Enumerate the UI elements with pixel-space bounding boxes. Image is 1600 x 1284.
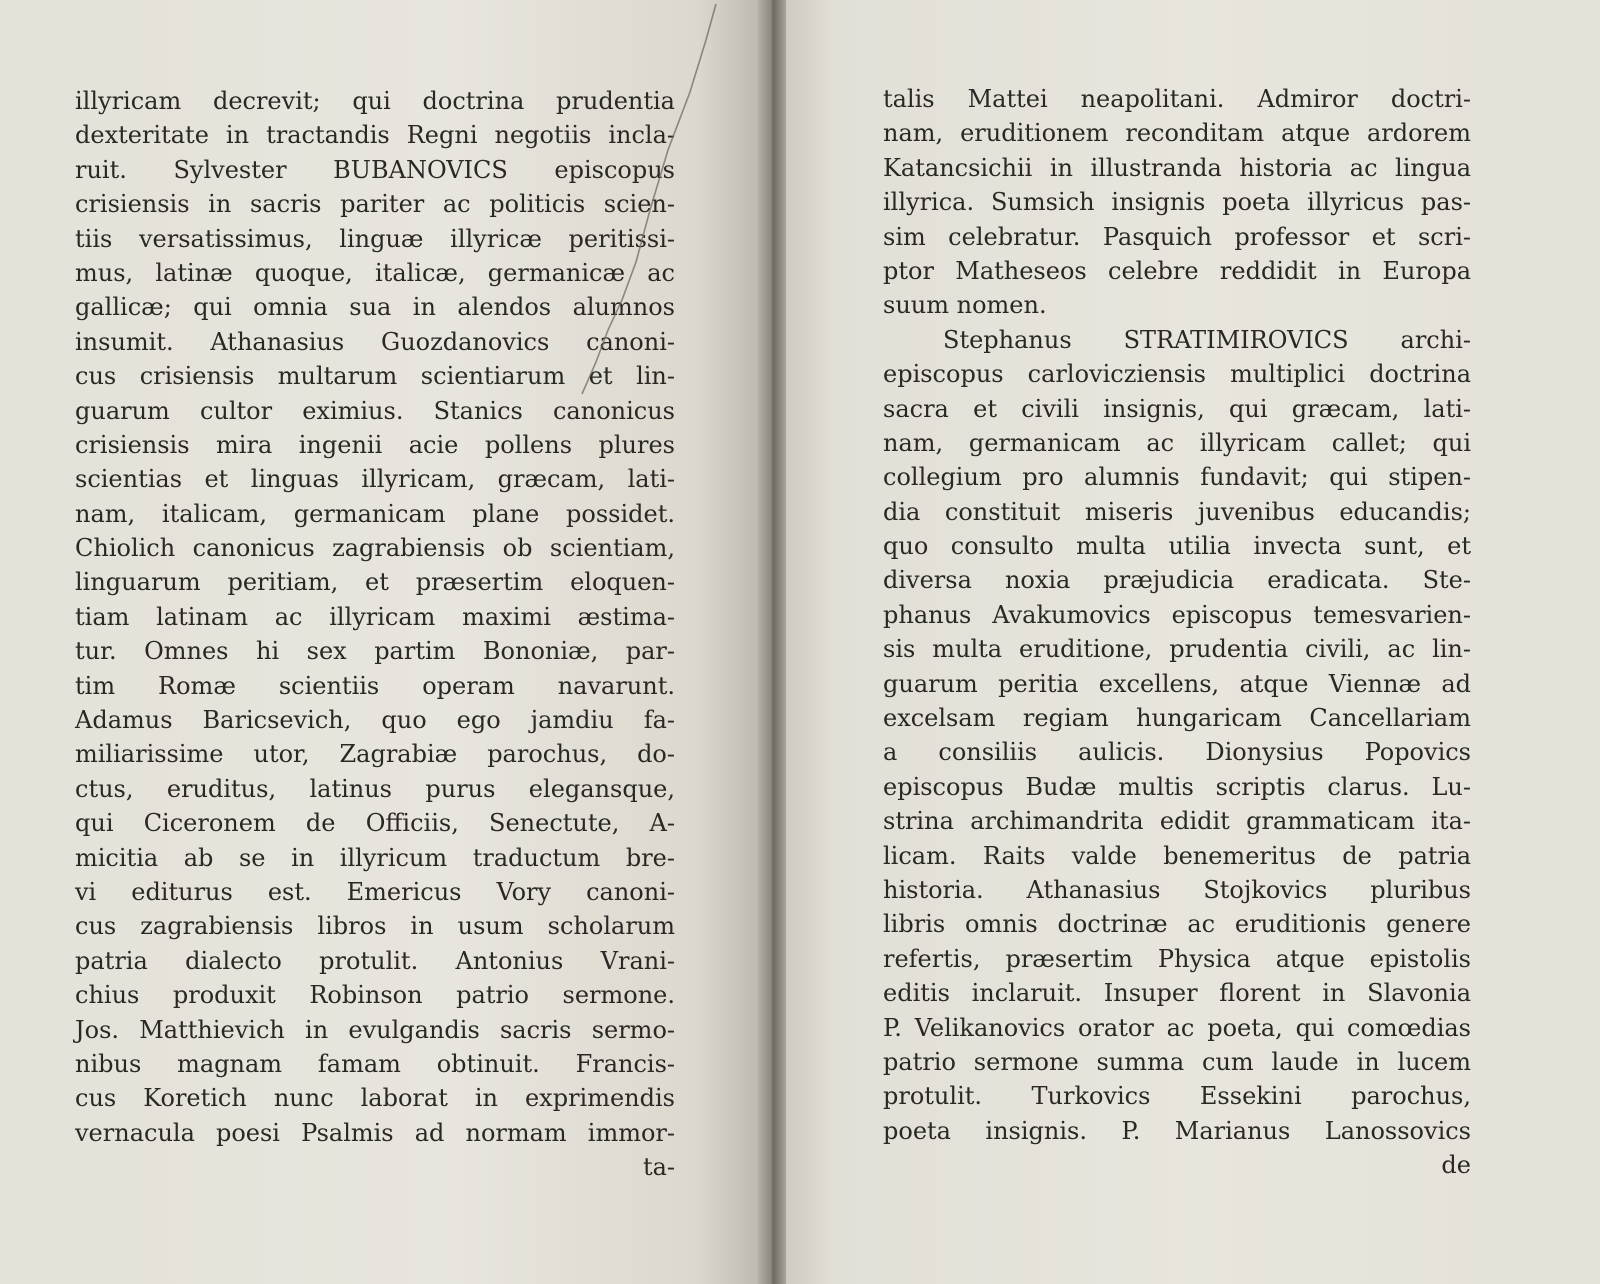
text-line: insumit. Athanasius Guozdanovics canoni- — [75, 327, 675, 356]
text-line: phanus Avakumovics episcopus temesvarien- — [883, 600, 1471, 629]
text-line: cus Koretich nunc laborat in exprimendis — [75, 1084, 675, 1113]
text-line: nam, italicam, germanicam plane possidet. — [75, 499, 675, 528]
text-line: qui Ciceronem de Officiis, Senectute, A- — [75, 809, 675, 838]
text-line: scientias et linguas illyricam, græcam, lati- — [75, 465, 675, 494]
text-line: guarum peritia excellens, atque Viennæ ad — [883, 669, 1471, 698]
text-line: linguarum peritiam, et præsertim eloquen- — [75, 568, 675, 597]
text-line: tur. Omnes hi sex partim Bononiæ, par- — [75, 637, 675, 666]
left-page-text — [75, 84, 675, 1185]
text-line: libris omnis doctrinæ ac eruditionis genere — [883, 910, 1471, 939]
text-line: diversa noxia præjudicia eradicata. Ste- — [883, 566, 1471, 595]
text-line: ruit. Sylvester BUBANOVICS episcopus — [75, 155, 675, 184]
text-line: tiis versatissimus, linguæ illyricæ peritissi- — [75, 224, 675, 253]
text-line: talis Mattei neapolitani. Admiror doctri- — [883, 85, 1471, 113]
text-line: patrio sermone summa cum laude in lucem — [883, 1047, 1471, 1076]
text-line: suum nomen. — [883, 291, 1047, 320]
text-line: illyricam decrevit; qui doctrina prudentia — [75, 87, 675, 115]
text-line: nam, eruditionem reconditam atque ardorem — [883, 119, 1471, 148]
text-line: excelsam regiam hungaricam Cancellariam — [883, 704, 1471, 733]
text-line: sacra et civili insignis, qui græcam, lati- — [883, 394, 1471, 423]
text-line: Stephanus STRATIMIROVICS archi- — [943, 325, 1471, 354]
text-line: chius produxit Robinson patrio sermone. — [75, 981, 675, 1010]
text-line: micitia ab se in illyricum traductum bre- — [75, 843, 675, 872]
text-line: tiam latinam ac illyricam maximi æstima- — [75, 602, 675, 631]
left-page — [0, 0, 758, 1284]
text-line: P. Velikanovics orator ac poeta, qui comœdias — [883, 1013, 1471, 1042]
text-line: historia. Athanasius Stojkovics pluribus — [883, 875, 1471, 904]
text-line: miliarissime utor, Zagrabiæ parochus, do- — [75, 740, 675, 769]
text-line: Adamus Baricsevich, quo ego jamdiu fa- — [75, 706, 675, 735]
text-line: episcopus carlovicziensis multiplici doctrina — [883, 360, 1471, 389]
text-line: sis multa eruditione, prudentia civili, ac lin- — [883, 635, 1471, 664]
text-line: mus, latinæ quoque, italicæ, germanicæ ac — [75, 258, 675, 287]
text-line: crisiensis mira ingenii acie pollens plures — [75, 430, 675, 459]
text-line: Chiolich canonicus zagrabiensis ob scientiam, — [75, 534, 675, 563]
text-line: cus zagrabiensis libros in usum scholarum — [75, 912, 675, 941]
catchword: de — [1441, 1151, 1471, 1180]
text-line: nam, germanicam ac illyricam callet; qui — [883, 428, 1471, 457]
right-page-text — [883, 82, 1471, 1183]
text-line: dia constituit miseris juvenibus educandis; — [883, 497, 1471, 526]
text-line: crisiensis in sacris pariter ac politicis scien- — [75, 190, 675, 219]
text-line: guarum cultor eximius. Stanics canonicus — [75, 396, 675, 425]
text-line: Jos. Matthievich in evulgandis sacris sermo- — [75, 1015, 675, 1044]
text-line: vernacula poesi Psalmis ad normam immor- — [75, 1118, 675, 1147]
text-line: Katancsichii in illustranda historia ac lingua — [883, 153, 1471, 182]
text-line: collegium pro alumnis fundavit; qui stipen- — [883, 463, 1471, 492]
text-line: gallicæ; qui omnia sua in alendos alumnos — [75, 293, 675, 322]
text-line: sim celebratur. Pasquich professor et scri- — [883, 222, 1471, 251]
text-line: patria dialecto protulit. Antonius Vrani- — [75, 946, 675, 975]
text-line: cus crisiensis multarum scientiarum et lin- — [75, 362, 675, 391]
catchword: ta- — [642, 1153, 675, 1182]
text-line: ptor Matheseos celebre reddidit in Europa — [883, 256, 1471, 285]
text-line: vi editurus est. Emericus Vory canoni- — [75, 877, 675, 906]
book-gutter — [758, 0, 786, 1284]
text-line: protulit. Turkovics Essekini parochus, — [883, 1082, 1471, 1111]
text-line: illyrica. Sumsich insignis poeta illyricus pas- — [883, 188, 1471, 217]
text-line: nibus magnam famam obtinuit. Francis- — [75, 1049, 675, 1078]
text-line: strina archimandrita edidit grammaticam ita- — [883, 807, 1471, 836]
text-line: licam. Raits valde benemeritus de patria — [883, 841, 1471, 870]
text-line: tim Romæ scientiis operam navarunt. — [75, 671, 675, 700]
text-line: a consiliis aulicis. Dionysius Popovics — [883, 738, 1471, 767]
text-line: dexteritate in tractandis Regni negotiis incla- — [75, 121, 675, 150]
text-line: quo consulto multa utilia invecta sunt, et — [883, 532, 1471, 561]
text-line: editis inclaruit. Insuper florent in Slavonia — [883, 979, 1471, 1008]
text-line: poeta insignis. P. Marianus Lanossovics — [883, 1116, 1471, 1145]
text-line: ctus, eruditus, latinus purus elegansque, — [75, 774, 675, 803]
text-line: episcopus Budæ multis scriptis clarus. Lu- — [883, 772, 1471, 801]
text-line: refertis, præsertim Physica atque epistolis — [883, 944, 1471, 973]
